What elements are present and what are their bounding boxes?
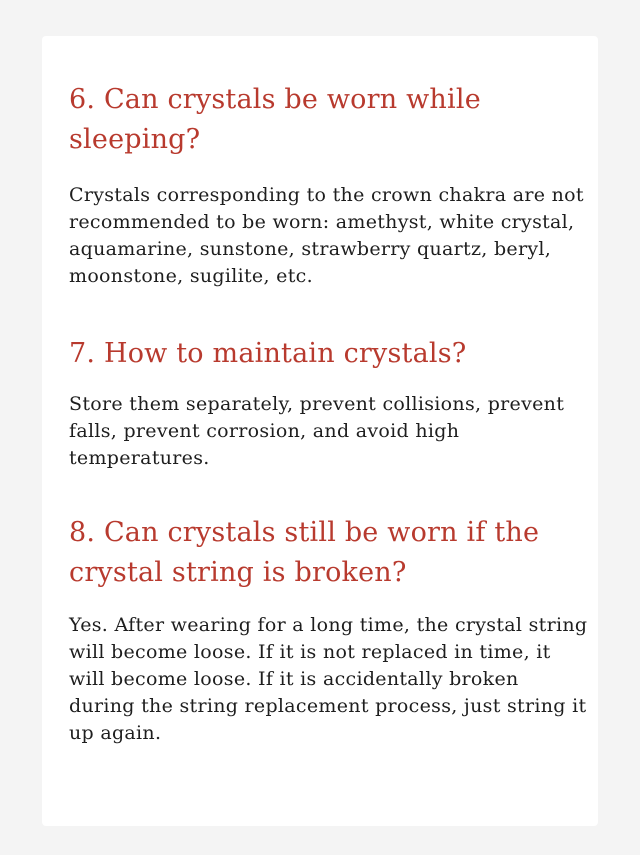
faq-answer-8: Yes. After wearing for a long time, the crystal string will become loose. If it is not replaced in time, it will become loose. If it is accidentally broken during the string replacement process, just string it up again. — [69, 614, 588, 744]
faq-heading-6: 6. Can crystals be worn while sleeping? — [69, 84, 481, 155]
faq-answer-6: Crystals corresponding to the crown chakra are not recommended to be worn: amethyst, white crystal, aquamarine, sunstone, strawberry quartz, beryl, moonstone, sugilite, etc. — [69, 184, 584, 287]
faq-heading-8: 8. Can crystals still be worn if the crystal string is broken? — [69, 517, 540, 588]
faq-answer-7: Store them separately, prevent collisions, prevent falls, prevent corrosion, and avoid high temperatures. — [69, 393, 565, 469]
faq-heading-7: 7. How to maintain crystals? — [69, 338, 467, 369]
